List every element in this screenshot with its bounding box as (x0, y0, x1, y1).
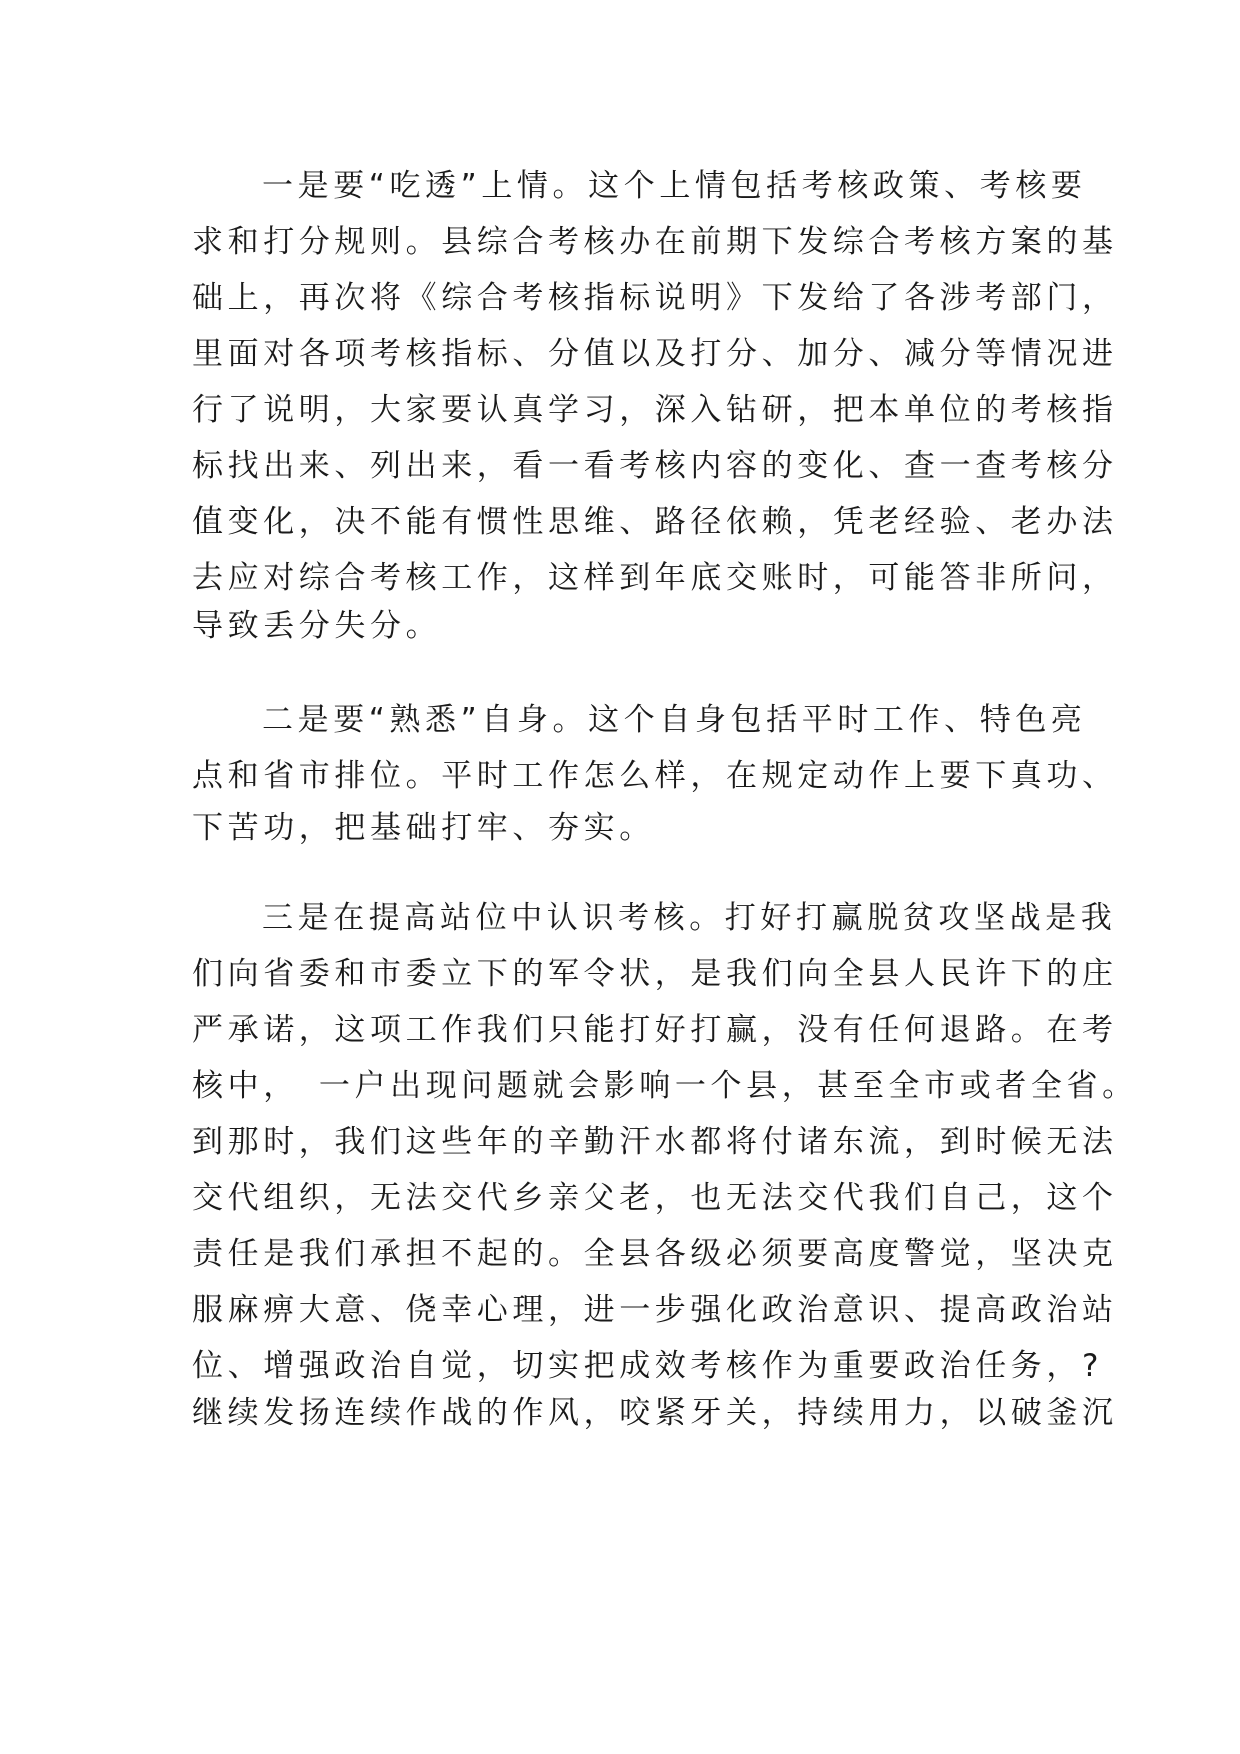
paragraph-line: 础上，再次将《综合考核指标说明》下发给了各涉考部门， (192, 280, 1118, 316)
paragraph-line: 点和省市排位。平时工作怎么样，在规定动作上要下真功、 (192, 758, 1118, 794)
paragraph-line: 值变化，决不能有惯性思维、路径依赖，凭老经验、老办法 (192, 504, 1118, 540)
paragraph-line: 位、增强政治自觉，切实把成效考核作为重要政治任务，? (192, 1348, 1104, 1384)
paragraph-1-tail (192, 598, 1060, 654)
paragraph-line: 责任是我们承担不起的。全县各级必须要高度警觉，坚决克 (192, 1236, 1118, 1272)
paragraph-2-tail (192, 800, 1060, 856)
paragraph-line: 三是在提高站位中认识考核。打好打赢脱贫攻坚战是我 (262, 900, 1117, 936)
paragraph-line: 核中， 一户出现问题就会影响一个县，甚至全市或者全省。 (192, 1068, 1138, 1104)
paragraph-line: 严承诺，这项工作我们只能打好打赢，没有任何退路。在考 (192, 1012, 1118, 1048)
paragraph-1 (192, 158, 1118, 606)
paragraph-line: 求和打分规则。县综合考核办在前期下发综合考核方案的基 (192, 224, 1118, 260)
paragraph-line: 交代组织，无法交代乡亲父老，也无法交代我们自己，这个 (192, 1180, 1118, 1216)
paragraph-line: 下苦功，把基础打牢、夯实。 (192, 810, 655, 846)
paragraph-line: 们向省委和市委立下的军令状，是我们向全县人民许下的庄 (192, 956, 1118, 992)
paragraph-line: 标找出来、列出来，看一看考核内容的变化、查一查考核分 (192, 448, 1118, 484)
paragraph-line: 服麻痹大意、侥幸心理，进一步强化政治意识、提高政治站 (192, 1292, 1118, 1328)
paragraph-line: 到那时，我们这些年的辛勤汗水都将付诸东流，到时候无法 (192, 1124, 1118, 1160)
paragraph-3 (192, 890, 1138, 1394)
paragraph-line: 里面对各项考核指标、分值以及打分、加分、减分等情况进 (192, 336, 1118, 372)
paragraph-line: 一是要“吃透”上情。这个上情包括考核政策、考核要 (262, 168, 1087, 204)
paragraph-line: 继续发扬连续作战的作风，咬紧牙关，持续用力，以破釜沉 (192, 1395, 1118, 1431)
paragraph-2 (192, 692, 1118, 804)
paragraph-3-tail (192, 1385, 1118, 1441)
paragraph-line: 去应对综合考核工作，这样到年底交账时，可能答非所问， (192, 560, 1118, 596)
paragraph-line: 二是要“熟悉”自身。这个自身包括平时工作、特色亮 (262, 702, 1087, 738)
paragraph-line: 行了说明，大家要认真学习，深入钻研，把本单位的考核指 (192, 392, 1118, 428)
paragraph-line: 导致丢分失分。 (192, 608, 442, 644)
